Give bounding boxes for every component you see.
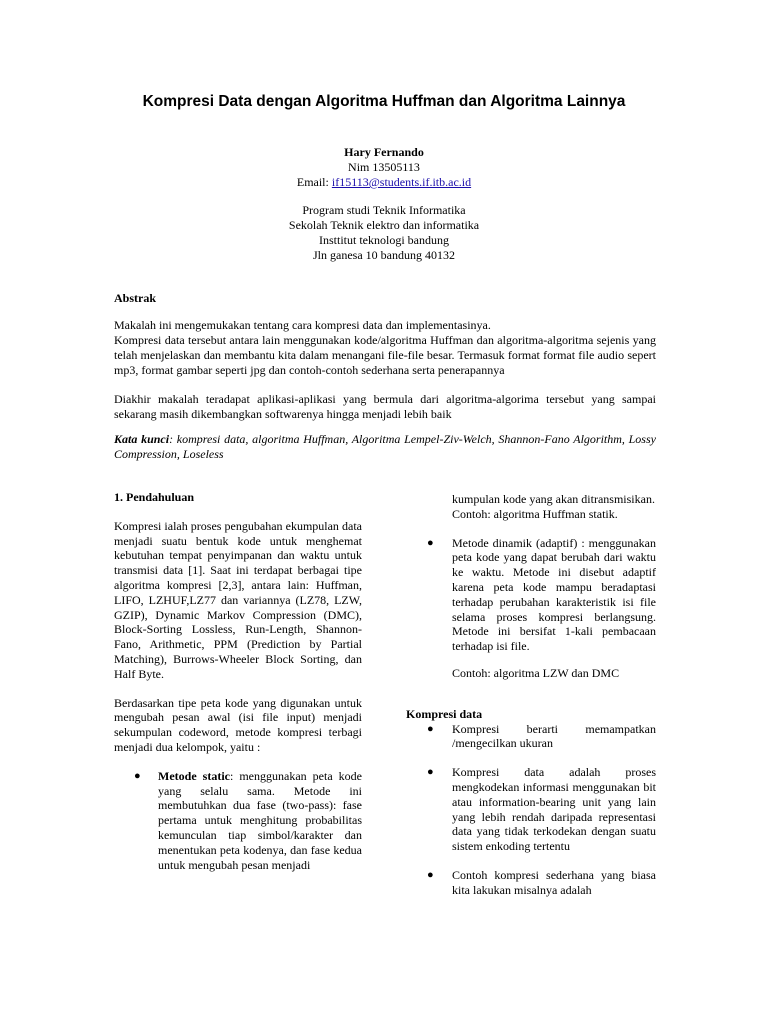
abstract-paragraph: Diakhir makalah teradapat aplikasi-aplikasi yang bermula dari algoritma-algorima tersebut yang sampai sekarang masih dikembangkan softwarenya hingga menjadi lebih baik — [114, 391, 656, 421]
abstract-paragraph: Makalah ini mengemukakan tentang cara kompresi data dan implementasinya. — [114, 318, 491, 332]
author-nim: Nim 13505113 — [348, 160, 420, 174]
bullet-icon: ● — [134, 769, 141, 782]
author-block — [112, 145, 656, 190]
right-column — [406, 492, 656, 898]
affiliation-line: Program studi Teknik Informatika — [302, 203, 466, 217]
bullet-icon: ● — [427, 536, 434, 549]
abstract-body — [114, 318, 656, 421]
abstract-heading: Abstrak — [114, 291, 157, 305]
list-item — [114, 769, 362, 873]
body-paragraph: Kompresi ialah proses pengubahan ekumpulan data menjadi suatu bentuk kode untuk menghemat kebutuhan tempat penyimpanan dan waktu untuk transmisi data [1]. Saat ini terdapat berbagai tipe algoritma kompresi [2,3], antara lain: Huffman, LIFO, LZHUF,LZ77 dan variannya (LZ78, LZW, GZIP), Dynamic Markov Compression (DMC), Block-Sorting Lossless, Run-Length, Shannon-Fano, Arithmetic, PPM (Prediction by Partial Matching), Burrows-Wheeler Block Sorting, dan Half Byte. — [114, 518, 362, 681]
affiliation-block — [112, 203, 656, 263]
list-item — [406, 722, 656, 752]
list-item-continuation — [406, 492, 656, 522]
bullet-text: Kompresi berarti memampatkan /mengecilkan ukuran — [452, 721, 656, 751]
list-item — [406, 765, 656, 854]
bullet-icon: ● — [427, 868, 434, 881]
affiliation-line: Sekolah Teknik elektro dan informatika — [288, 218, 480, 232]
body-paragraph: Berdasarkan tipe peta kode yang digunakan untuk mengubah pesan awal (isi file input) menjadi sekumpulan codeword, metode kompresi terbagi menjadi dua kelompok, yaitu : — [114, 695, 362, 754]
list-item — [406, 536, 656, 681]
section-heading-kompresi-data: Kompresi data — [406, 706, 483, 721]
list-item — [406, 868, 656, 898]
affiliation-line: Insttitut teknologi bandung — [319, 233, 449, 247]
bullet-text: Kompresi data adalah proses mengkodekan informasi menggunakan bit atau information-bearing unit yang lain yang lebih rendah daripada representasi data yang tidak terkodekan dengan suatu sistem enkoding tertentu — [452, 765, 656, 854]
left-column — [114, 490, 362, 872]
bullet-text: Metode dinamik (adaptif) : menggunakan peta kode yang dapat berubah dari waktu ke waktu. Metode ini disebut adaptif karena peta kode mampu beradaptasi terhadap perubahan karakteristik isi file selama proses kompresi berlangsung. Metode ini bersifat 1-kali pembacaan terhadap isi file. — [452, 535, 656, 654]
author-name: Hary Fernando — [344, 145, 424, 159]
paper-title: Kompresi Data dengan Algoritma Huffman dan Algoritma Lainnya — [142, 93, 626, 110]
bullet-text: : menggunakan peta kode yang selalu sama. Metode ini membutuhkan dua fase (two-pass): fase pertama untuk menghitung probabilitas kemunculan tiap simbol/karakter dan menentukan peta kodenya, dan fase kedua untuk mengubah pesan menjadi — [158, 768, 362, 872]
keywords — [114, 432, 656, 462]
email-label: Email: — [296, 175, 332, 189]
bullet-text: Contoh kompresi sederhana yang biasa kita lakukan misalnya adalah — [452, 867, 656, 897]
author-email-line — [112, 175, 656, 190]
continuation-text: kumpulan kode yang akan ditransmisikan. — [452, 492, 655, 506]
keywords-text: : kompresi data, algoritma Huffman, Algoritma Lempel-Ziv-Welch, Shannon-Fano Algorithm, Lossy Compression, Loseless — [114, 432, 656, 461]
keywords-label: Kata kunci — [114, 432, 170, 446]
email-link[interactable]: if15113@students.if.itb.ac.id — [331, 175, 472, 189]
bullet-example: Contoh: algoritma LZW dan DMC — [452, 665, 620, 680]
abstract-paragraph: Kompresi data tersebut antara lain menggunakan kode/algoritma Huffman dan algoritma-algoritma sejenis yang telah menjelaskan dan membantu kita dalam menangani file-file besar. Termasuk format format file audio sepert mp3, format gambar seperti jpg dan contoh-contoh sederhana serta penerapannya — [114, 332, 656, 377]
bullet-icon: ● — [427, 722, 434, 735]
bullet-icon: ● — [427, 766, 434, 779]
affiliation-line: Jln ganesa 10 bandung 40132 — [313, 248, 455, 262]
continuation-example: Contoh: algoritma Huffman statik. — [452, 506, 618, 521]
section-heading-pendahuluan: 1. Pendahuluan — [114, 490, 195, 504]
bullet-bold-term: Metode static — [158, 768, 230, 783]
